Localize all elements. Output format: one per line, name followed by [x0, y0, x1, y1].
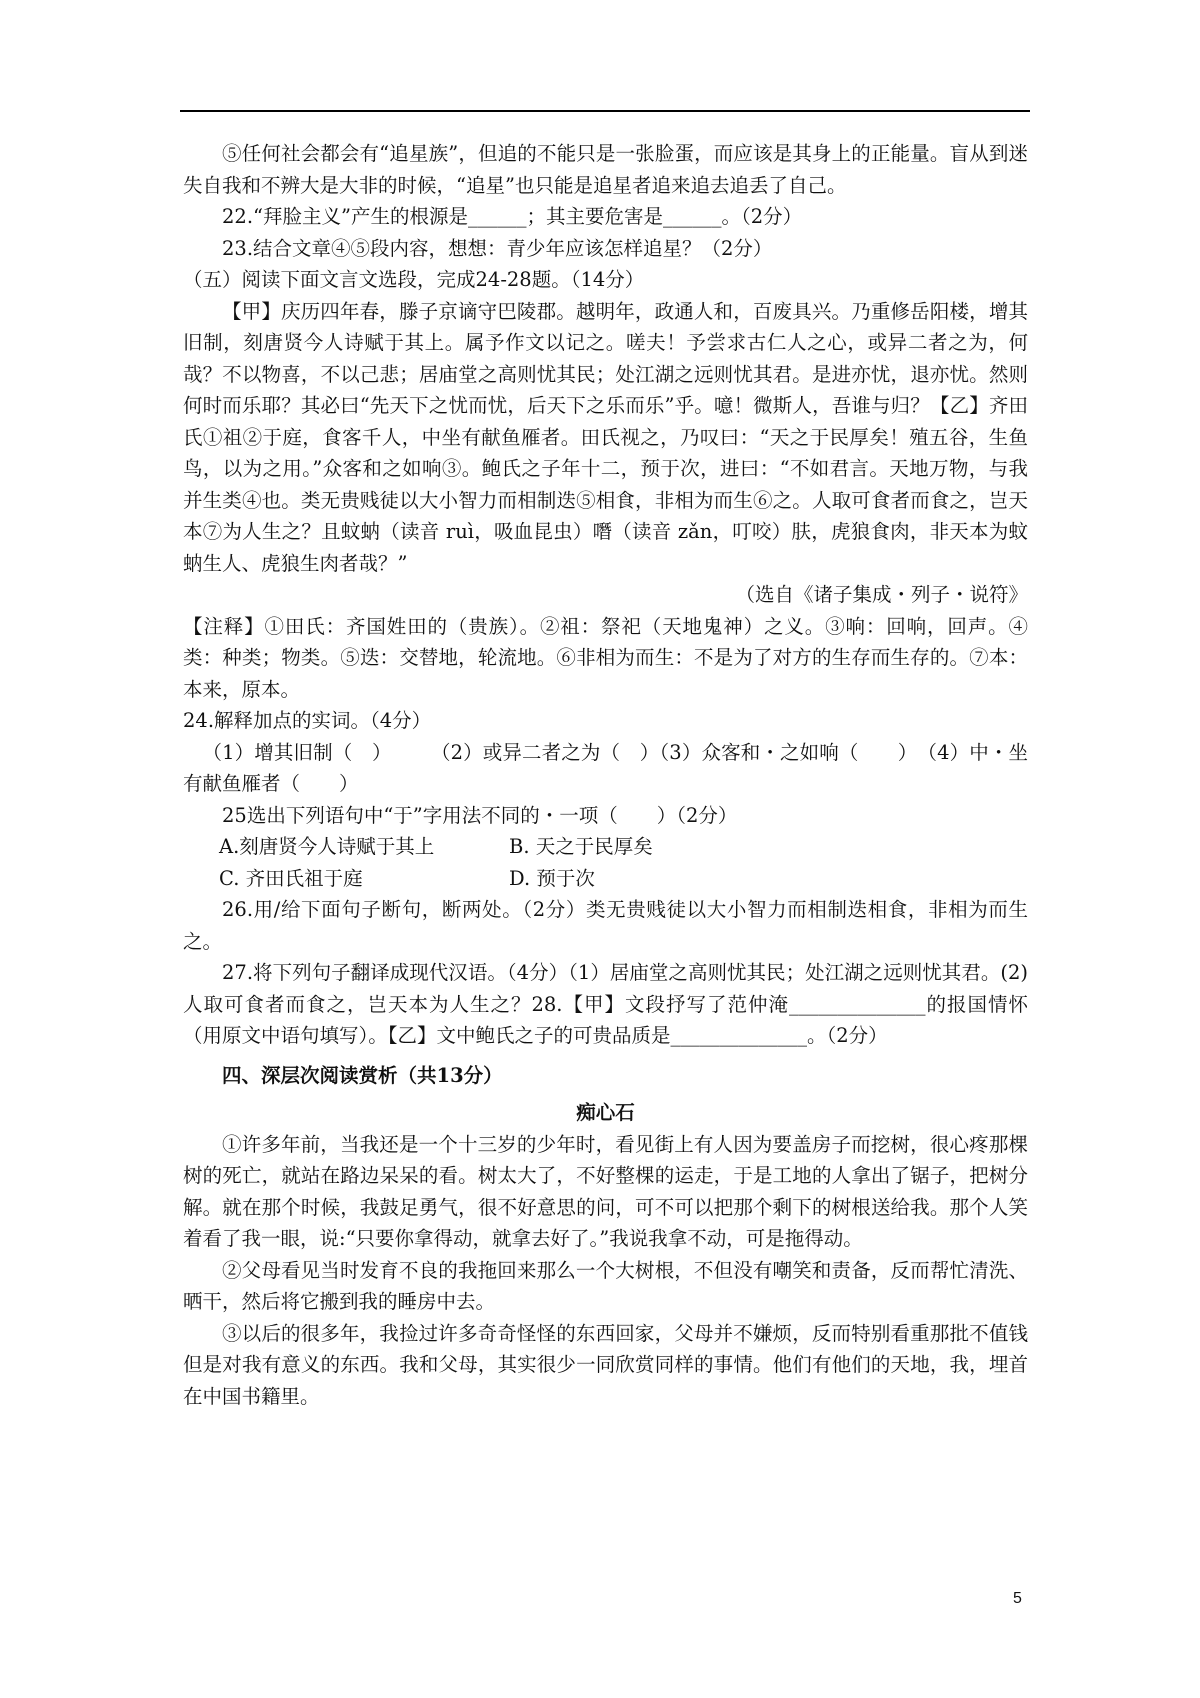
header-rule	[180, 110, 1030, 112]
section-5-heading: （五）阅读下面文言文选段，完成24-28题。（14分）	[183, 268, 645, 291]
passage-source: （选自《诸子集成・列子・说符》	[735, 583, 1028, 606]
paragraph-5: ⑤任何社会都会有“追星族”，但追的不能只是一张脸蛋，而应该是其身上的正能量。盲从到迷失自我和不辨大是大非的时候，“追星”也只能是追星者追来追去追丢了自己。	[183, 142, 1028, 197]
article-title: 痴心石	[576, 1101, 635, 1124]
option-a: A.刻唐贤今人诗赋于其上	[219, 835, 435, 858]
page-content	[183, 138, 1028, 1412]
question-25-options-row2	[183, 863, 1028, 895]
question-22: 22.“拜脸主义”产生的根源是______；其主要危害是______。（2分）	[222, 205, 803, 228]
question-26: 26.用/给下面句子断句，断两处。（2分）类无贵贱徒以大小智力而相制迭相食，非相为而生之。	[183, 898, 1028, 953]
question-27-28: 27.将下列句子翻译成现代汉语。（4分）（1）居庙堂之高则忧其民；处江湖之远则忧其君。(2)人取可食者而食之，岂天本为人生之？28.【甲】文段抒写了范仲淹______________的报国情怀（用原文中语句填写）。【乙】文中鲍氏之子的可贵品质是______________。（2分）	[183, 961, 1028, 1047]
question-25-options-row1	[183, 831, 1028, 863]
story-paragraph-1: ①许多年前，当我还是一个十三岁的少年时，看见街上有人因为要盖房子而挖树，很心疼那棵树的死亡，就站在路边呆呆的看。树太大了，不好整棵的运走，于是工地的人拿出了锯子，把树分解。就在那个时候，我鼓足勇气，很不好意思的问，可不可以把那个剩下的树根送给我。那个人笑着看了我一眼，说:“只要你拿得动，就拿去好了。”我说我拿不动，可是拖得动。	[183, 1132, 1028, 1250]
option-b: B. 天之于民厚矣	[509, 835, 653, 858]
page-number: 5	[1013, 1590, 1022, 1607]
story-paragraph-2: ②父母看见当时发育不良的我拖回来那么一个大树根，不但没有嘲笑和责备，反而帮忙清洗、晒干，然后将它搬到我的睡房中去。	[183, 1258, 1028, 1313]
question-24: 24.解释加点的实词。（4分）	[183, 709, 432, 732]
option-d: D. 预于次	[509, 866, 595, 890]
question-23: 23.结合文章④⑤段内容，想想：青少年应该怎样追星？（2分）	[222, 236, 773, 260]
question-24-items: （1）增其旧制（ ） （2）或异二者之为（ ）（3）众客和・之如响（ ） （4）中・坐有献鱼雁者（ ）	[183, 740, 1028, 795]
question-25: 25选出下列语句中“于”字用法不同的・一项（ ）（2分）	[222, 803, 738, 827]
option-c: C. 齐田氏祖于庭	[219, 866, 363, 890]
classical-passage: 【甲】庆历四年春，滕子京谪守巴陵郡。越明年，政通人和，百废具兴。乃重修岳阳楼，增其旧制，刻唐贤今人诗赋于其上。属予作文以记之。嗟夫！予尝求古仁人之心，或异二者之为，何哉？不以物喜，不以己悲；居庙堂之高则忧其民；处江湖之远则忧其君。是进亦忧，退亦忧。然则何时而乐耶？其必曰“先天下之忧而忧，后天下之乐而乐”乎。噫！微斯人，吾谁与归？【乙】齐田氏①祖②于庭，食客千人，中坐有献鱼雁者。田氏视之，乃叹曰：“天之于民厚矣！殖五谷，生鱼鸟，以为之用。”众客和之如响③。鲍氏之子年十二，预于次，进曰：“不如君言。天地万物，与我并生类④也。类无贵贱徒以大小智力而相制迭⑤相食，非相为而生⑥之。人取可食者而食之，岂天本⑦为人生之？且蚊蚋（读音 ruì，吸血昆虫）噆（读音 zǎn，叮咬）肤，虎狼食肉，非天本为蚊蚋生人、虎狼生肉者哉？”	[183, 299, 1028, 575]
section-4-heading: 四、深层次阅读赏析（共13分）	[222, 1063, 503, 1087]
annotations: 【注释】①田氏：齐国姓田的（贵族）。②祖：祭祀（天地鬼神）之义。③响：回响，回声。④类：种类；物类。⑤迭：交替地，轮流地。⑥非相为而生：不是为了对方的生存而生存的。⑦本：本来，原本。	[183, 614, 1028, 701]
story-paragraph-3: ③以后的很多年，我捡过许多奇奇怪怪的东西回家，父母并不嫌烦，反而特别看重那批不值钱但是对我有意义的东西。我和父母，其实很少一同欣赏同样的事情。他们有他们的天地，我，埋首在中国书籍里。	[183, 1321, 1028, 1408]
